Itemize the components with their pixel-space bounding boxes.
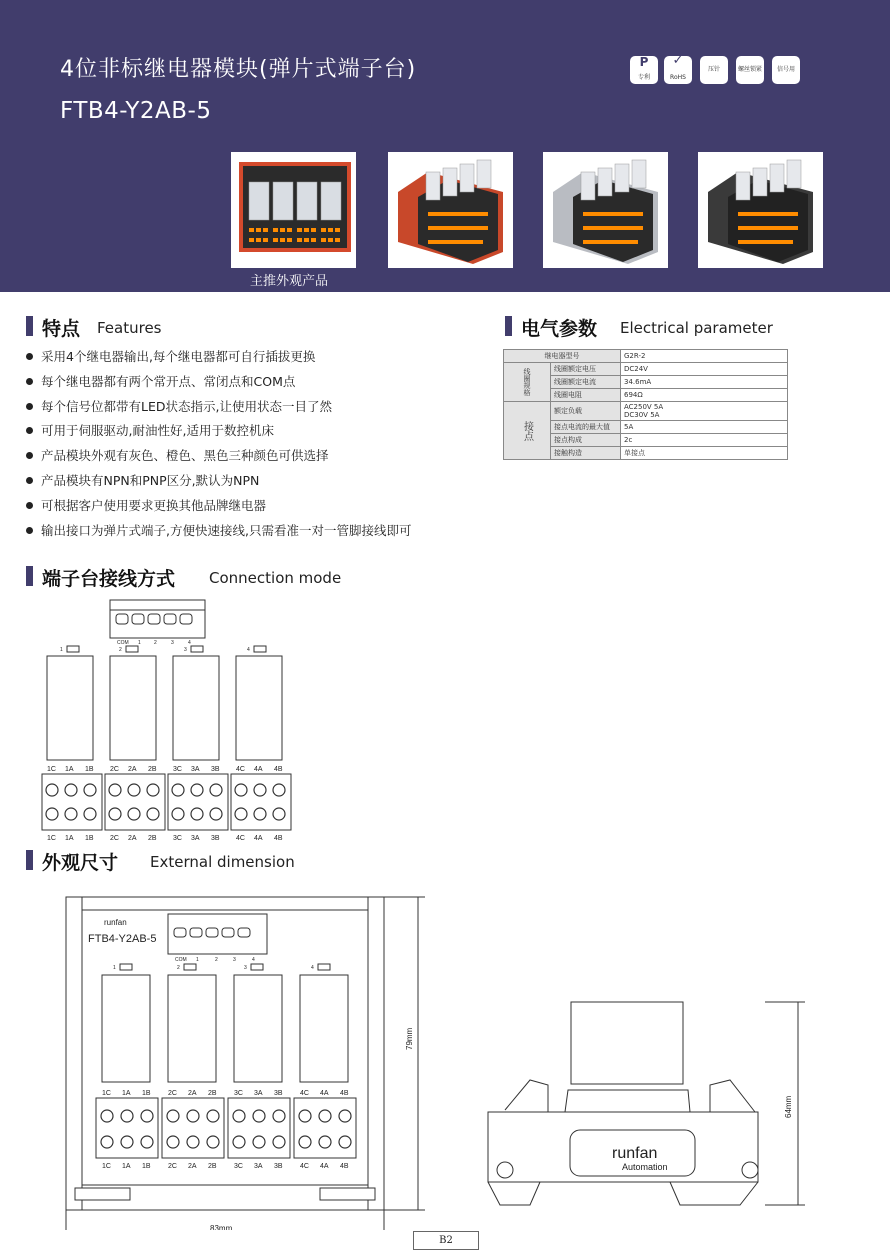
svg-text:1A: 1A <box>65 766 74 773</box>
contact-row-label: 接点构成 <box>551 434 621 447</box>
svg-text:2C: 2C <box>168 1090 177 1097</box>
input-label: 2 <box>154 640 157 646</box>
dimension-title-en: External dimension <box>150 853 295 871</box>
press-pin-badge: 压针 <box>700 56 728 84</box>
product-photo-black <box>698 152 823 268</box>
svg-text:1B: 1B <box>85 766 94 773</box>
svg-text:2C: 2C <box>168 1163 177 1170</box>
svg-text:3C: 3C <box>234 1090 243 1097</box>
svg-text:3: 3 <box>233 957 236 963</box>
svg-text:1: 1 <box>113 965 116 971</box>
svg-text:1B: 1B <box>142 1163 151 1170</box>
patent-badge: 专利 P <box>630 56 658 84</box>
connection-title-en: Connection mode <box>209 569 342 587</box>
svg-text:1: 1 <box>196 957 199 963</box>
svg-text:2B: 2B <box>208 1163 217 1170</box>
input-label: COM <box>117 640 129 646</box>
width-dimension: 83mm <box>210 1224 233 1230</box>
channel-number: 3 <box>184 647 187 653</box>
feature-item: 每个继电器都有两个常开点、常闭点和COM点 <box>26 372 295 390</box>
feature-item: 可根据客户使用要求更换其他品牌继电器 <box>26 496 266 514</box>
dimension-title: 外观尺寸 <box>42 852 119 874</box>
contact-row-value: 5A <box>621 421 788 434</box>
svg-text:3A: 3A <box>254 1163 263 1170</box>
electrical-marker <box>505 316 512 336</box>
coil-group-label: 线圈规格 <box>504 363 551 402</box>
coil-row-value: 694Ω <box>621 389 788 402</box>
svg-text:3B: 3B <box>274 1090 283 1097</box>
side-brand-sub: Automation <box>622 1162 668 1172</box>
channel-number: 4 <box>247 647 250 653</box>
svg-text:2A: 2A <box>128 766 137 773</box>
board-model: FTB4-Y2AB-5 <box>88 933 157 945</box>
svg-text:2B: 2B <box>208 1090 217 1097</box>
connection-marker <box>26 566 33 586</box>
features-title-en: Features <box>97 319 162 337</box>
signal-badge: 信号用 <box>772 56 800 84</box>
svg-text:1B: 1B <box>142 1090 151 1097</box>
dimension-marker <box>26 850 33 870</box>
svg-text:4A: 4A <box>254 766 263 773</box>
rohs-badge: RoHS ✓ <box>664 56 692 84</box>
connection-diagram <box>0 590 420 850</box>
svg-text:1A: 1A <box>65 835 74 842</box>
svg-text:2C: 2C <box>110 835 119 842</box>
page-number: B2 <box>413 1231 479 1250</box>
coil-row-label: 线圈额定电压 <box>551 363 621 376</box>
svg-text:2: 2 <box>177 965 180 971</box>
svg-text:1B: 1B <box>85 835 94 842</box>
svg-text:1C: 1C <box>102 1163 111 1170</box>
feature-item: 每个信号位都带有LED状态指示,让使用状态一目了然 <box>26 397 332 415</box>
svg-text:1A: 1A <box>122 1163 131 1170</box>
svg-text:3: 3 <box>244 965 247 971</box>
svg-text:4C: 4C <box>236 766 245 773</box>
channel-number: 2 <box>119 647 122 653</box>
contact-group-label: 接点 <box>504 402 551 460</box>
product-title: 4位非标继电器模块(弹片式端子台) <box>60 57 417 82</box>
electrical-parameter-table <box>503 349 788 460</box>
svg-text:3B: 3B <box>274 1163 283 1170</box>
contact-row-value: 2c <box>621 434 788 447</box>
feature-item: 采用4个继电器输出,每个继电器都可自行插拔更换 <box>26 347 315 365</box>
connection-title: 端子台接线方式 <box>42 568 176 590</box>
svg-text:4B: 4B <box>274 766 283 773</box>
contact-row-label: 接触构造 <box>551 447 621 460</box>
feature-item: 输出接口为弹片式端子,方便快速接线,只需看准一对一管脚接线即可 <box>26 521 411 539</box>
svg-text:4A: 4A <box>320 1090 329 1097</box>
svg-text:4A: 4A <box>320 1163 329 1170</box>
dimension-drawing <box>0 880 890 1230</box>
electrical-title-en: Electrical parameter <box>620 319 773 337</box>
relay-model-value: G2R-2 <box>621 350 788 363</box>
coil-row-label: 线圈电阻 <box>551 389 621 402</box>
svg-text:4B: 4B <box>340 1090 349 1097</box>
svg-text:4C: 4C <box>236 835 245 842</box>
relay-model-label: 继电器型号 <box>504 350 621 363</box>
photo-caption: 主推外观产品 <box>250 274 329 289</box>
svg-text:4B: 4B <box>274 835 283 842</box>
svg-text:COM: COM <box>175 957 187 963</box>
product-model: FTB4-Y2AB-5 <box>60 98 212 124</box>
svg-text:1C: 1C <box>102 1090 111 1097</box>
side-brand-name: runfan <box>612 1145 658 1162</box>
svg-text:4: 4 <box>311 965 314 971</box>
channel-number: 1 <box>60 647 63 653</box>
svg-text:2B: 2B <box>148 835 157 842</box>
svg-text:3B: 3B <box>211 835 220 842</box>
svg-text:2C: 2C <box>110 766 119 773</box>
brand-name: runfan <box>104 918 127 927</box>
svg-text:1C: 1C <box>47 766 56 773</box>
feature-item: 产品模块有NPN和PNP区分,默认为NPN <box>26 471 259 489</box>
input-label: 4 <box>188 640 191 646</box>
product-photo-gray <box>543 152 668 268</box>
contact-row-label: 接点电流的最大值 <box>551 421 621 434</box>
svg-text:2A: 2A <box>128 835 137 842</box>
svg-text:4C: 4C <box>300 1090 309 1097</box>
svg-text:3A: 3A <box>191 835 200 842</box>
input-label: 1 <box>138 640 141 646</box>
svg-text:4B: 4B <box>340 1163 349 1170</box>
header-banner <box>0 0 890 292</box>
coil-row-value: DC24V <box>621 363 788 376</box>
svg-text:2A: 2A <box>188 1090 197 1097</box>
features-marker <box>26 316 33 336</box>
svg-text:3A: 3A <box>254 1090 263 1097</box>
svg-text:1A: 1A <box>122 1090 131 1097</box>
svg-text:3C: 3C <box>234 1163 243 1170</box>
svg-text:2B: 2B <box>148 766 157 773</box>
svg-text:4C: 4C <box>300 1163 309 1170</box>
input-label: 3 <box>171 640 174 646</box>
coil-row-value: 34.6mA <box>621 376 788 389</box>
feature-item: 可用于伺服驱动,耐油性好,适用于数控机床 <box>26 421 274 439</box>
features-title: 特点 <box>42 318 81 340</box>
svg-text:3B: 3B <box>211 766 220 773</box>
coil-row-label: 线圈额定电流 <box>551 376 621 389</box>
load-value: AC250V 5A DC30V 5A <box>621 402 788 421</box>
svg-text:4A: 4A <box>254 835 263 842</box>
contact-row-value: 单接点 <box>621 447 788 460</box>
screw-lock-badge: 螺丝锁紧 <box>736 56 764 84</box>
svg-text:2: 2 <box>215 957 218 963</box>
svg-text:3A: 3A <box>191 766 200 773</box>
side-height-dimension: 64mm <box>784 1095 793 1118</box>
load-label: 额定负载 <box>551 402 621 421</box>
svg-text:2A: 2A <box>188 1163 197 1170</box>
svg-text:4: 4 <box>252 957 255 963</box>
svg-text:3C: 3C <box>173 766 182 773</box>
product-photo-orange <box>388 152 513 268</box>
svg-text:1C: 1C <box>47 835 56 842</box>
electrical-title: 电气参数 <box>521 318 598 340</box>
svg-text:3C: 3C <box>173 835 182 842</box>
feature-item: 产品模块外观有灰色、橙色、黑色三种颜色可供选择 <box>26 446 329 464</box>
height-dimension: 79mm <box>405 1027 414 1050</box>
product-photo-front <box>231 152 356 268</box>
